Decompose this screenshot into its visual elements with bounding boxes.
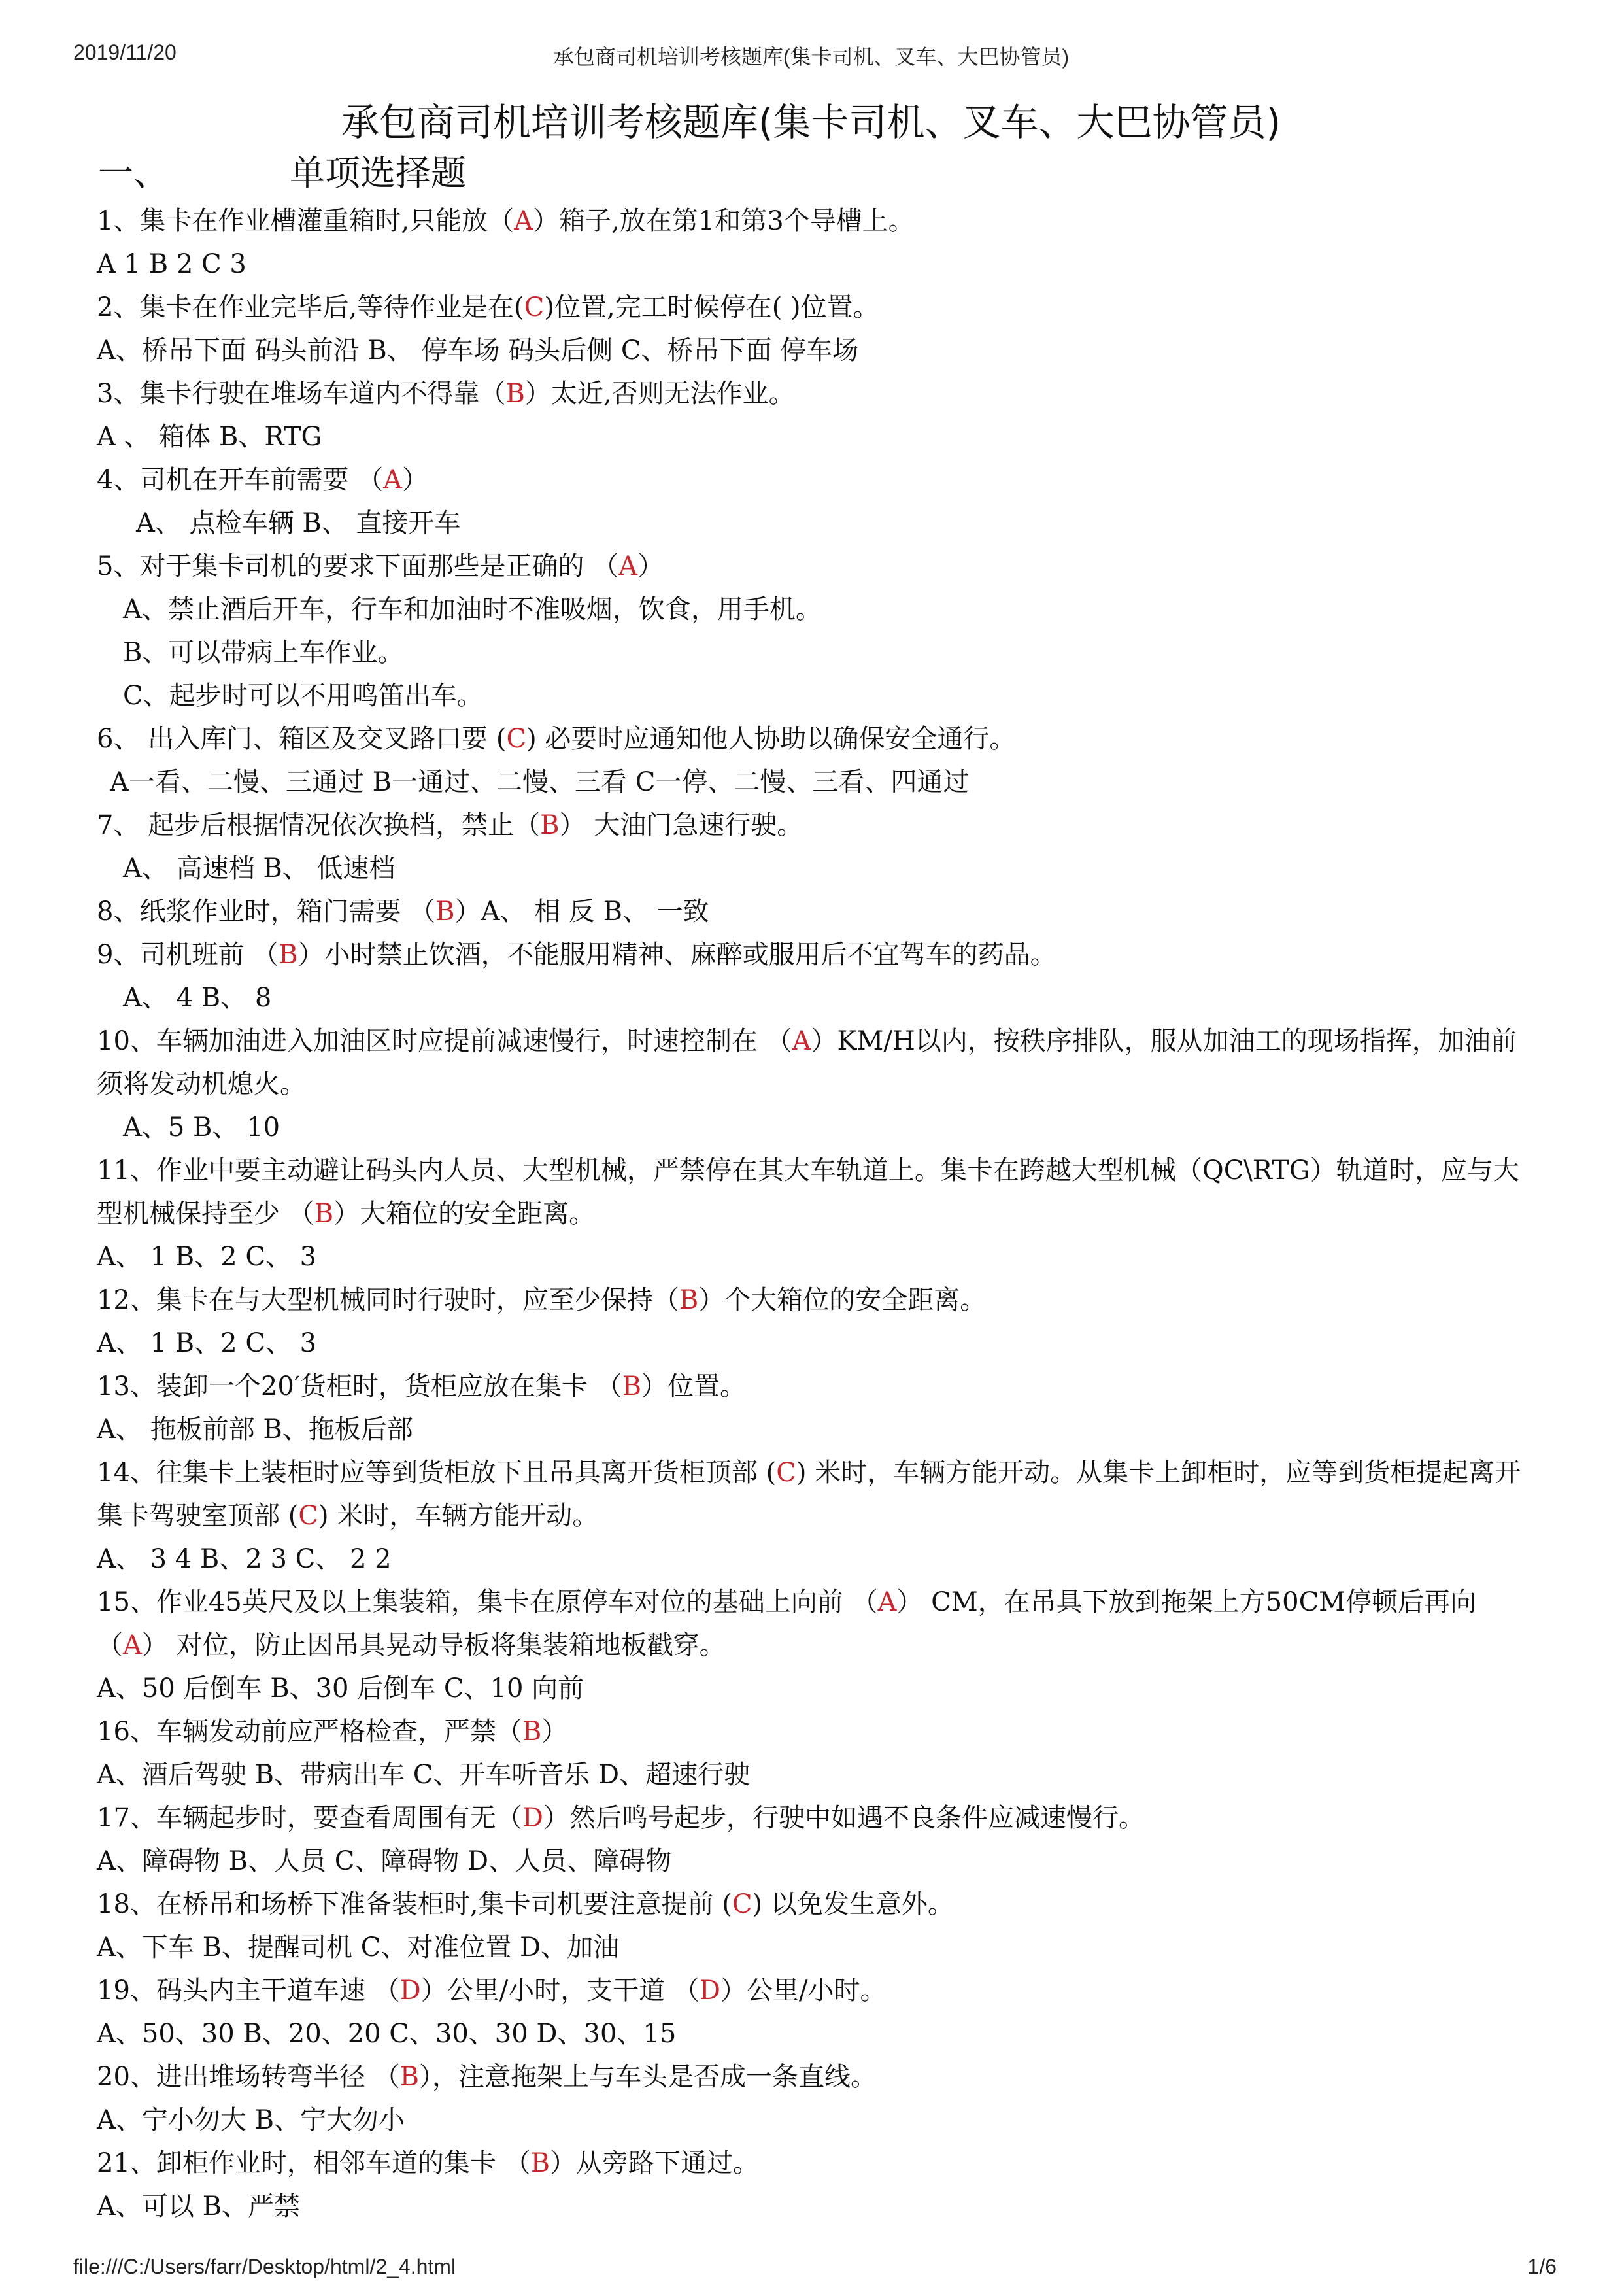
answer-key: A: [514, 206, 533, 236]
text-line: [97, 502, 1529, 545]
line-text: A一看、二慢、三通过 B一通过、二慢、三看 C一停、二慢、三看、四通过: [110, 767, 970, 797]
document-title: 承包商司机培训考核题库(集卡司机、叉车、大巴协管员): [341, 100, 1281, 145]
line-text: A、障碍物 B、人员 C、障碍物 D、人员、障碍物: [97, 1846, 672, 1876]
text-line: [97, 1149, 1529, 1235]
line-text: ) 必要时应通知他人协助以确保安全通行。: [526, 724, 1016, 754]
line-text: ）: [402, 465, 429, 495]
text-line: [97, 1753, 1529, 1796]
line-text: ）小时禁止饮酒，不能服用精神、麻醉或服用后不宜驾车的药品。: [297, 940, 1056, 970]
text-line: [97, 243, 1529, 286]
line-text: 14、往集卡上装柜时应等到货柜放下且吊具离开货柜顶部 (: [97, 1458, 777, 1488]
line-text: ）从旁路下通过。: [550, 2148, 760, 2178]
line-text: A、 1 B、2 C、 3: [97, 1328, 317, 1358]
answer-key: C: [732, 1889, 752, 1919]
line-text: 6、 出入库门、箱区及交叉路口要 (: [97, 724, 507, 754]
line-text: ） 对位，防止因吊具晃动导板将集装箱地板戳穿。: [141, 1630, 726, 1660]
answer-key: B: [530, 2148, 550, 2178]
text-line: [97, 199, 1529, 243]
answer-key: A: [383, 465, 403, 495]
text-line: [97, 2099, 1529, 2142]
line-text: ） CM，在吊具下放到拖架上方50CM停顿后再向 （: [97, 1587, 1477, 1660]
answer-key: A: [618, 551, 638, 581]
text-line: [97, 1537, 1529, 1581]
header-date: 2019/11/20: [73, 41, 177, 64]
line-text: A 、 箱体 B、RTG: [97, 422, 322, 452]
line-text: 8、纸浆作业时，箱门需要 （: [97, 897, 436, 927]
text-line: [97, 1883, 1529, 1926]
answer-key: D: [699, 1976, 720, 2006]
text-line: [97, 1106, 1529, 1149]
text-line: [97, 2142, 1529, 2185]
line-text: ）公里/小时，支干道 （: [420, 1976, 700, 2006]
line-text: ) 米时，车辆方能开动。从集卡上卸柜时，应等到货柜提起离开集卡驾驶室顶部 (: [97, 1458, 1521, 1531]
line-text: ）KM/H以内，按秩序排队，服从加油工的现场指挥，加油前须将发动机熄火。: [97, 1026, 1517, 1099]
text-line: [97, 1926, 1529, 1969]
answer-key: B: [522, 1717, 542, 1747]
text-line: [97, 1451, 1529, 1537]
answer-key: A: [877, 1587, 897, 1617]
line-text: ）A、 相 反 B、 一致: [454, 897, 709, 927]
line-text: ）: [637, 551, 664, 581]
text-line: [97, 1235, 1529, 1278]
text-line: [97, 372, 1529, 415]
line-text: ）个大箱位的安全距离。: [698, 1285, 987, 1315]
line-text: ）箱子,放在第1和第3个导槽上。: [533, 206, 915, 236]
footer-page-number: 1/6: [1527, 2255, 1557, 2278]
line-text: A、 1 B、2 C、 3: [97, 1242, 317, 1272]
line-text: ）公里/小时。: [720, 1976, 887, 2006]
line-text: A、下车 B、提醒司机 C、对准位置 D、加油: [97, 1932, 620, 1962]
answer-key: B: [622, 1371, 641, 1401]
text-line: [97, 545, 1529, 588]
line-text: 17、车辆起步时，要查看周围有无（: [97, 1803, 522, 1833]
text-line: [97, 1581, 1529, 1667]
text-line: [97, 286, 1529, 329]
line-text: 10、车辆加油进入加油区时应提前减速慢行，时速控制在 （: [97, 1026, 792, 1056]
text-line: [97, 1408, 1529, 1451]
line-text: ）位置。: [641, 1371, 746, 1401]
answer-key: B: [505, 379, 525, 409]
answer-key: C: [524, 292, 545, 322]
text-line: [97, 458, 1529, 502]
line-text: 7、 起步后根据情况依次换档，禁止（: [97, 810, 541, 840]
text-line: [97, 1667, 1529, 1710]
line-text: 20、进出堆场转弯半径 （: [97, 2062, 400, 2092]
line-text: A、 3 4 B、2 3 C、 2 2: [97, 1544, 392, 1574]
line-text: )位置,完工时候停在( )位置。: [544, 292, 879, 322]
text-line: [97, 761, 1529, 804]
answer-key: B: [679, 1285, 699, 1315]
line-text: 12、集卡在与大型机械同时行驶时，应至少保持（: [97, 1285, 679, 1315]
text-line: [97, 976, 1529, 1019]
line-text: A、宁小勿大 B、宁大勿小: [97, 2105, 405, 2135]
line-text: ）太近,否则无法作业。: [524, 379, 795, 409]
line-text: A、 4 B、 8: [123, 983, 272, 1013]
section-heading: [98, 145, 466, 196]
line-text: ）然后鸣号起步，行驶中如遇不良条件应减速慢行。: [543, 1803, 1145, 1833]
line-text: 9、司机班前 （: [97, 940, 279, 970]
answer-key: B: [540, 810, 560, 840]
answer-key: B: [399, 2062, 420, 2092]
text-line: [97, 2185, 1529, 2228]
text-line: [97, 847, 1529, 890]
line-text: 5、对于集卡司机的要求下面那些是正确的 （: [97, 551, 619, 581]
text-line: [97, 1322, 1529, 1365]
text-line: [97, 933, 1529, 976]
text-line: [97, 2055, 1529, 2099]
text-line: [97, 1969, 1529, 2012]
line-text: A、禁止酒后开车，行车和加油时不准吸烟，饮食，用手机。: [123, 594, 822, 625]
text-line: [97, 1365, 1529, 1408]
answer-key: C: [776, 1458, 796, 1488]
answer-key: C: [298, 1501, 318, 1531]
answer-key: D: [522, 1803, 543, 1833]
answer-key: C: [506, 724, 527, 754]
text-line: [97, 1278, 1529, 1322]
line-text: ) 米时，车辆方能开动。: [318, 1501, 599, 1531]
answer-key: B: [314, 1199, 334, 1229]
text-line: [97, 1796, 1529, 1840]
answer-key: A: [123, 1630, 142, 1660]
line-text: A、可以 B、严禁: [97, 2191, 300, 2221]
answer-key: D: [399, 1976, 421, 2006]
line-text: 1、集卡在作业槽灌重箱时,只能放（: [97, 206, 515, 236]
line-text: A、桥吊下面 码头前沿 B、 停车场 码头后侧 C、桥吊下面 停车场: [97, 335, 859, 366]
line-text: ) 以免发生意外。: [752, 1889, 954, 1919]
text-line: [97, 1019, 1529, 1106]
line-text: 13、装卸一个20′货柜时，货柜应放在集卡 （: [97, 1371, 622, 1401]
text-line: [97, 588, 1529, 631]
line-text: ），注意拖架上与车头是否成一条直线。: [419, 2062, 877, 2092]
text-line: [97, 717, 1529, 761]
line-text: A、50 后倒车 B、30 后倒车 C、10 向前: [97, 1673, 584, 1704]
line-text: C、起步时可以不用鸣笛出车。: [123, 681, 483, 711]
section-number: 一、: [98, 152, 169, 194]
header-title: 承包商司机培训考核题库(集卡司机、叉车、大巴协管员): [552, 45, 1070, 69]
line-text: ）大箱位的安全距离。: [333, 1199, 596, 1229]
text-line: [97, 329, 1529, 372]
line-text: ）: [541, 1717, 568, 1747]
line-text: A、50、30 B、20、20 C、30、30 D、30、15: [97, 2019, 677, 2049]
line-text: B、可以带病上车作业。: [123, 638, 404, 668]
answer-key: A: [792, 1026, 811, 1056]
line-text: 11、作业中要主动避让码头内人员、大型机械，严禁停在其大车轨道上。集卡在跨越大型机械（QC\RTG）轨道时，应与大型机械保持至少 （: [97, 1156, 1519, 1229]
line-text: 18、在桥吊和场桥下准备装柜时,集卡司机要注意提前 (: [97, 1889, 732, 1919]
question-list: [97, 199, 1529, 2228]
line-text: 2、集卡在作业完毕后,等待作业是在(: [97, 292, 524, 322]
text-line: [97, 1840, 1529, 1883]
text-line: [97, 1710, 1529, 1753]
text-line: [97, 674, 1529, 717]
line-text: A、5 B、 10: [123, 1112, 280, 1142]
line-text: 4、司机在开车前需要 （: [97, 465, 384, 495]
line-text: A、酒后驾驶 B、带病出车 C、开车听音乐 D、超速行驶: [97, 1760, 751, 1790]
footer-file-path: file:///C:/Users/farr/Desktop/html/2_4.html: [73, 2255, 456, 2278]
line-text: 3、集卡行驶在堆场车道内不得靠（: [97, 379, 506, 409]
line-text: 19、码头内主干道车速 （: [97, 1976, 400, 2006]
text-line: [97, 631, 1529, 674]
section-label: 单项选择题: [290, 152, 466, 194]
answer-key: B: [279, 940, 298, 970]
text-line: [97, 2012, 1529, 2055]
text-line: [97, 415, 1529, 458]
answer-key: B: [435, 897, 455, 927]
text-line: [97, 890, 1529, 933]
text-line: [97, 804, 1529, 847]
line-text: 16、车辆发动前应严格检查，严禁（: [97, 1717, 522, 1747]
line-text: 21、卸柜作业时，相邻车道的集卡 （: [97, 2148, 531, 2178]
line-text: ） 大油门急速行驶。: [559, 810, 803, 840]
line-text: 15、作业45英尺及以上集装箱，集卡在原停车对位的基础上向前 （: [97, 1587, 878, 1617]
line-text: A、 高速档 B、 低速档: [123, 853, 396, 883]
line-text: A、 点检车辆 B、 直接开车: [136, 508, 461, 538]
line-text: A、 拖板前部 B、拖板后部: [97, 1414, 413, 1445]
line-text: A 1 B 2 C 3: [97, 249, 246, 279]
